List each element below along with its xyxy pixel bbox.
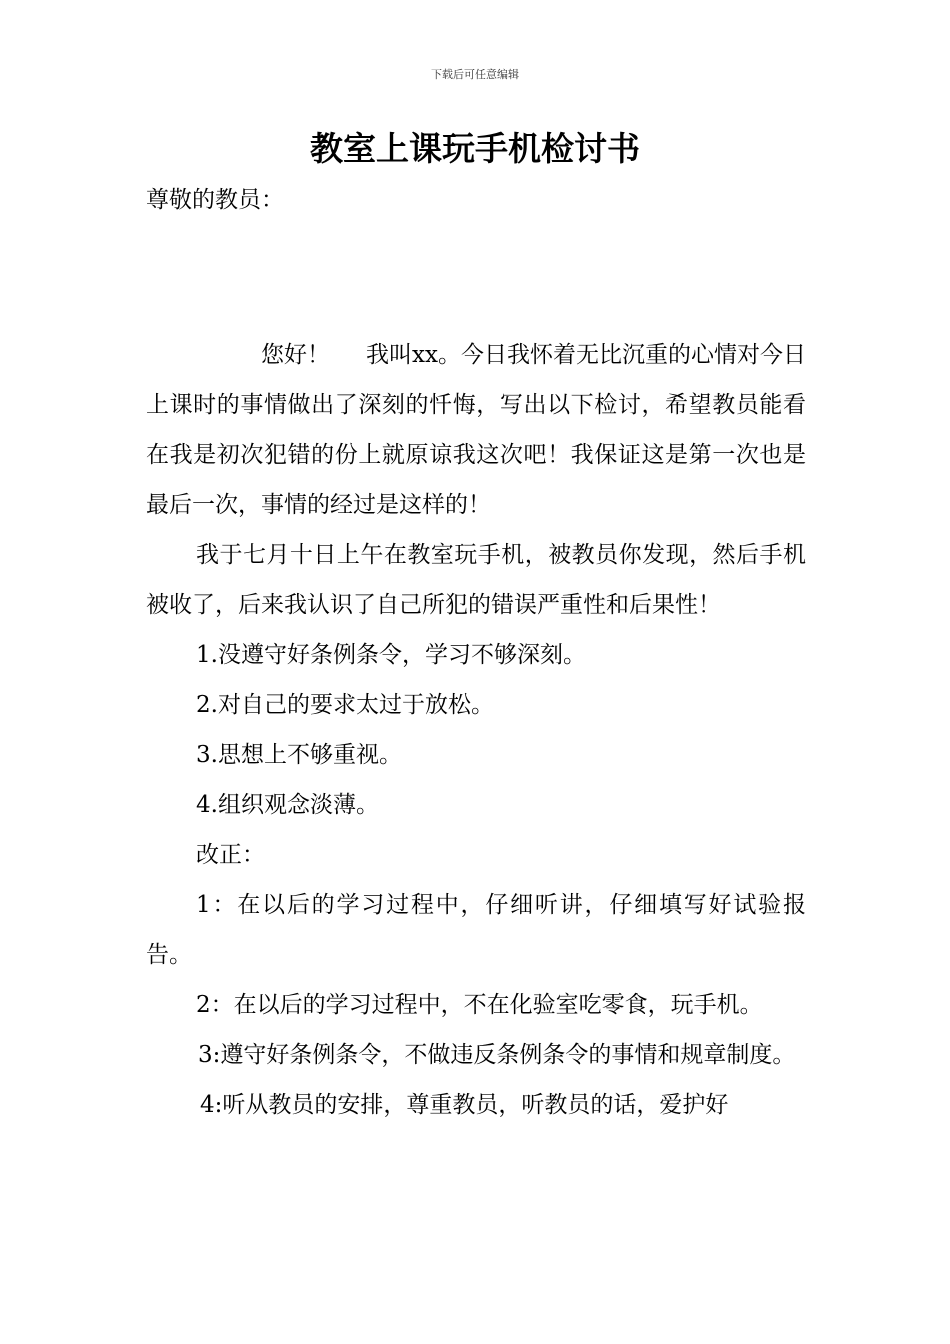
correction-item: 2：在以后的学习过程中，不在化验室吃零食，玩手机。	[196, 992, 763, 1018]
correction-item: 4:听从教员的安排，尊重教员，听教员的话，爱护好	[200, 1092, 729, 1118]
salutation: 尊敬的教员：	[146, 187, 284, 213]
narrative-paragraph: 我于七月十日上午在教室玩手机，被教员你发现，然后手机被收了，后来我认识了自己所犯的错误严重性和后果性！	[146, 542, 806, 618]
reason-item: 4.组织观念淡薄。	[196, 792, 379, 818]
intro-text: 我叫xx。今日我怀着无比沉重的心情对今日上课时的事情做出了深刻的忏悔，写出以下检讨，希望教员能看在我是初次犯错的份上就原谅我这次吧！我保证这是第一次也是最后一次，事情的经过是这样的！	[146, 342, 806, 518]
correction-item: 1：在以后的学习过程中，仔细听讲，仔细填写好试验报告。	[146, 892, 806, 968]
document-body	[146, 330, 806, 1130]
corrections-heading: 改正：	[196, 842, 265, 868]
reason-item: 2.对自己的要求太过于放松。	[196, 692, 494, 718]
reason-item: 3.思想上不够重视。	[196, 742, 402, 768]
correction-item: 3:遵守好条例条令，不做违反条例条令的事情和规章制度。	[198, 1042, 796, 1068]
reason-item: 1.没遵守好条例条令，学习不够深刻。	[196, 642, 586, 668]
document-title: 教室上课玩手机检讨书	[310, 129, 640, 168]
intro-paragraph	[146, 330, 806, 530]
header-note: 下载后可任意编辑	[431, 68, 519, 81]
greeting: 您好！	[261, 342, 331, 368]
